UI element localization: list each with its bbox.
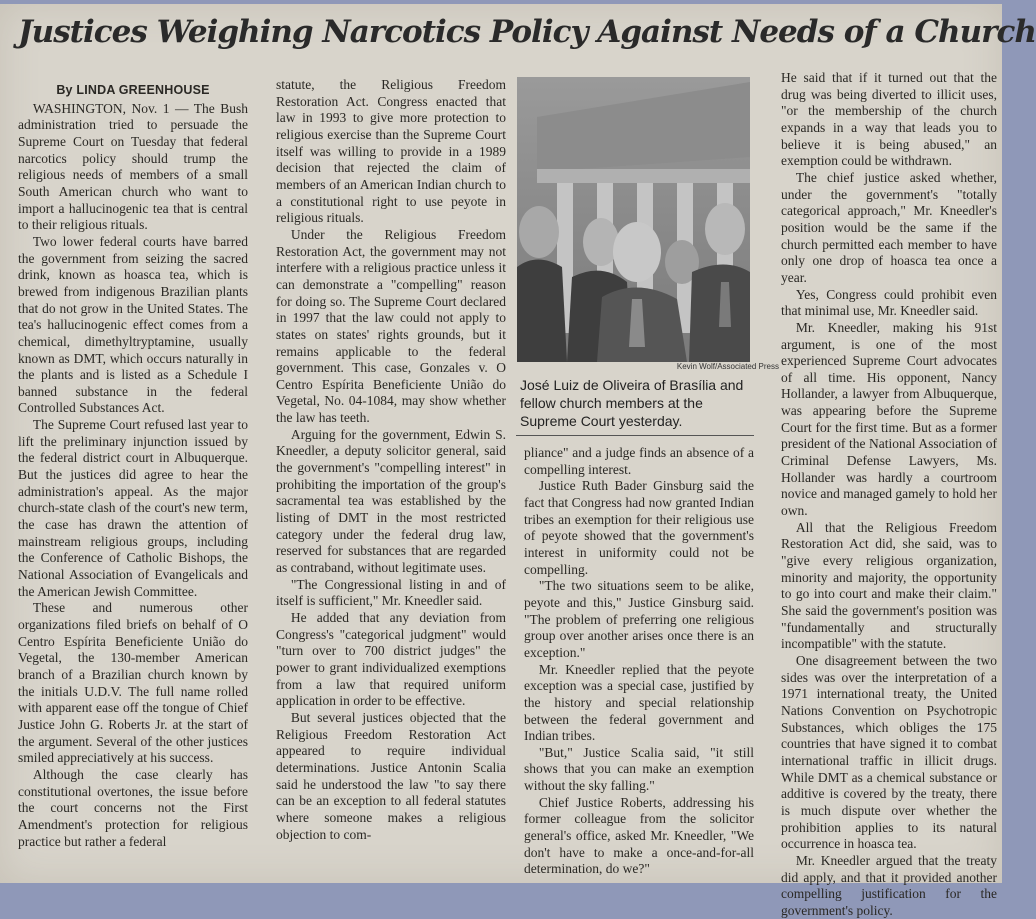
article-paragraph: Mr. Kneedler replied that the peyote exception was a special case, justified by the history and special relationship between the federal government and Indian tribes. — [524, 661, 754, 744]
article-paragraph: These and numerous other organizations filed briefs on behalf of O Centro Espírita Beneficiente União do Vegetal, the 130-member American branch of a Brazilian church known by the initials U.D.V. The full name rolled with apparent ease off the tongue of Chief Justice John G. Roberts Jr. at the start of the argument. Several of the other justices smiled appreciatively at his success. — [18, 600, 248, 766]
article-column-1 — [18, 82, 248, 882]
news-photo — [517, 77, 750, 362]
byline: By LINDA GREENHOUSE — [56, 83, 210, 97]
photo-credit: Kevin Wolf/Associated Press — [676, 362, 779, 371]
article-column-3 — [524, 445, 754, 882]
article-paragraph: WASHINGTON, Nov. 1 — The Bush administration tried to persuade the Supreme Court on Tuesday that federal narcotics policy should trump the religious needs of members of a small South American church who want to import a hallucinogenic tea that is central to their religious rituals. — [18, 100, 248, 233]
article-paragraph: Under the Religious Freedom Restoration Act, the government may not interfere with a religious practice unless it can demonstrate a "compelling" reason for doing so. The Supreme Court declared in 1997 that the law could not apply to states on states' rights grounds, but it remains applicable to the federal government. This case, Gonzales v. O Centro Espírita Beneficiente União do Vegetal, No. 04-1084, may show whether the law has teeth. — [276, 226, 506, 426]
article-paragraph: Mr. Kneedler argued that the treaty did apply, and that it provided another compelling justification for the government's policy. — [781, 852, 997, 918]
article-paragraph: The Supreme Court refused last year to lift the preliminary injunction issued by the federal district court in Albuquerque. But the justices did agree to hear the administration's appeal. As the major church-state clash of the court's new term, the case has drawn the attention of mainstream religious groups, including the Conference of Catholic Bishops, the National Association of Evangelicals and the American Jewish Committee. — [18, 417, 248, 599]
article-paragraph: Mr. Kneedler, making his 91st argument, is one of the most experienced Supreme Court advocates of all time. His opponent, Nancy Hollander, a lawyer from Albuquerque, was appearing before the Supreme Court for the first time. But as a former president of the National Association of Criminal Defense Lawyers, Ms. Hollander was hardly a courtroom novice and managed gamely to hold her own. — [781, 319, 997, 519]
article-paragraph: Although the case clearly has constitutional overtones, the issue before the court concerns not the First Amendment's protection for religious practice but rather a federal — [18, 766, 248, 849]
article-column-4 — [781, 70, 997, 918]
article-paragraph: Arguing for the government, Edwin S. Kneedler, a deputy solicitor general, said the government's "compelling interest" in prohibiting the importation of the group's sacramental tea was established by the listing of DMT in the most restricted category under the federal drug law, reserved for substances that are regarded as contraband, without legitimate uses. — [276, 426, 506, 576]
article-paragraph: pliance" and a judge finds an absence of a compelling interest. — [524, 445, 754, 477]
article-paragraph: "The two situations seem to be alike, peyote and this," Justice Ginsburg said. "The problem of preferring one religious group over another arises once there is an exception." — [524, 578, 754, 660]
article-paragraph: He said that if it turned out that the drug was being diverted to illicit uses, "or the membership of the church expands in a way that leads you to believe it is being abused," an exemption could be withdrawn. — [781, 70, 997, 169]
article-paragraph: "The Congressional listing in and of itself is sufficient," Mr. Kneedler said. — [276, 576, 506, 609]
article-paragraph: One disagreement between the two sides was over the interpretation of a 1971 international treaty, the United Nations Convention on Psychotropic Substances, which obliges the 175 countries that have signed it to combat international traffic in illicit drugs. While DMT as a chemical substance or additive is covered by the treaty, there is much dispute over whether the prohibition applies to its natural occurrence in hoasca tea. — [781, 652, 997, 852]
article-paragraph: Justice Ruth Bader Ginsburg said the fact that Congress had now granted Indian tribes an exemption for their religious use of peyote showed that the government's interest in uniformity could not be compelling. — [524, 478, 754, 577]
caption-divider — [516, 435, 754, 436]
article-column-2 — [276, 77, 506, 882]
article-paragraph: Chief Justice Roberts, addressing his former colleague from the solicitor general's office, asked Mr. Kneedler, "We don't have to make a once-and-for-all determination, do we?" — [524, 794, 754, 877]
newspaper-clipping — [0, 4, 1036, 918]
headline: Justices Weighing Narcotics Policy Against Needs of a Church — [18, 14, 1036, 50]
article-paragraph: All that the Religious Freedom Restoration Act did, she said, was to "give every religious organization, minority and majority, the opportunity to go into court and make their claim." She said the government's position was "fundamentally and structurally incompatible" with the statute. — [781, 519, 997, 652]
article-paragraph: He added that any deviation from Congress's "categorical judgment" would "turn over to 700 district judges" the power to grant individualized exemptions from a law that required uniform application in order to be effective. — [276, 610, 506, 709]
dateline: WASHINGTON, Nov. 1 — — [32, 100, 194, 116]
article-paragraph: Yes, Congress could prohibit even that minimal use, Mr. Kneedler said. — [781, 286, 997, 319]
article-paragraph: The chief justice asked whether, under the government's "totally categorical approach," Mr. Kneedler's position would be the same if the church permitted each member to have only one drop of hoasca tea once a year. — [781, 169, 997, 285]
photo-caption: José Luiz de Oliveira of Brasília and fellow church members at the Supreme Court yesterday. — [520, 377, 744, 429]
article-paragraph: But several justices objected that the Religious Freedom Restoration Act appeared to require individual determinations. Justice Antonin Scalia said he understood the law "to say there can be an exception to all federal statutes where someone makes a religious objection to com- — [276, 709, 506, 842]
article-paragraph: "But," Justice Scalia said, "it still shows that you can make an exemption without the sky falling." — [524, 744, 754, 794]
article-paragraph: Two lower federal courts have barred the government from seizing the sacred drink, known as hoasca tea, which is brewed from indigenous Brazilian plants that do not grow in the United States. The tea's hallucinogenic effect comes from a chemical, dimethyltryptamine, usually known as DMT, which occurs naturally in the plants and is listed as a Schedule I banned substance in the federal Controlled Substances Act. — [18, 233, 248, 416]
article-paragraph: statute, the Religious Freedom Restoration Act. Congress enacted that law in 1993 to give more protection to religious exercise than the Supreme Court itself was willing to provide in a 1989 decision that rejected the claim of members of an American Indian church to a constitutional right to use peyote in religious rituals. — [276, 77, 506, 226]
